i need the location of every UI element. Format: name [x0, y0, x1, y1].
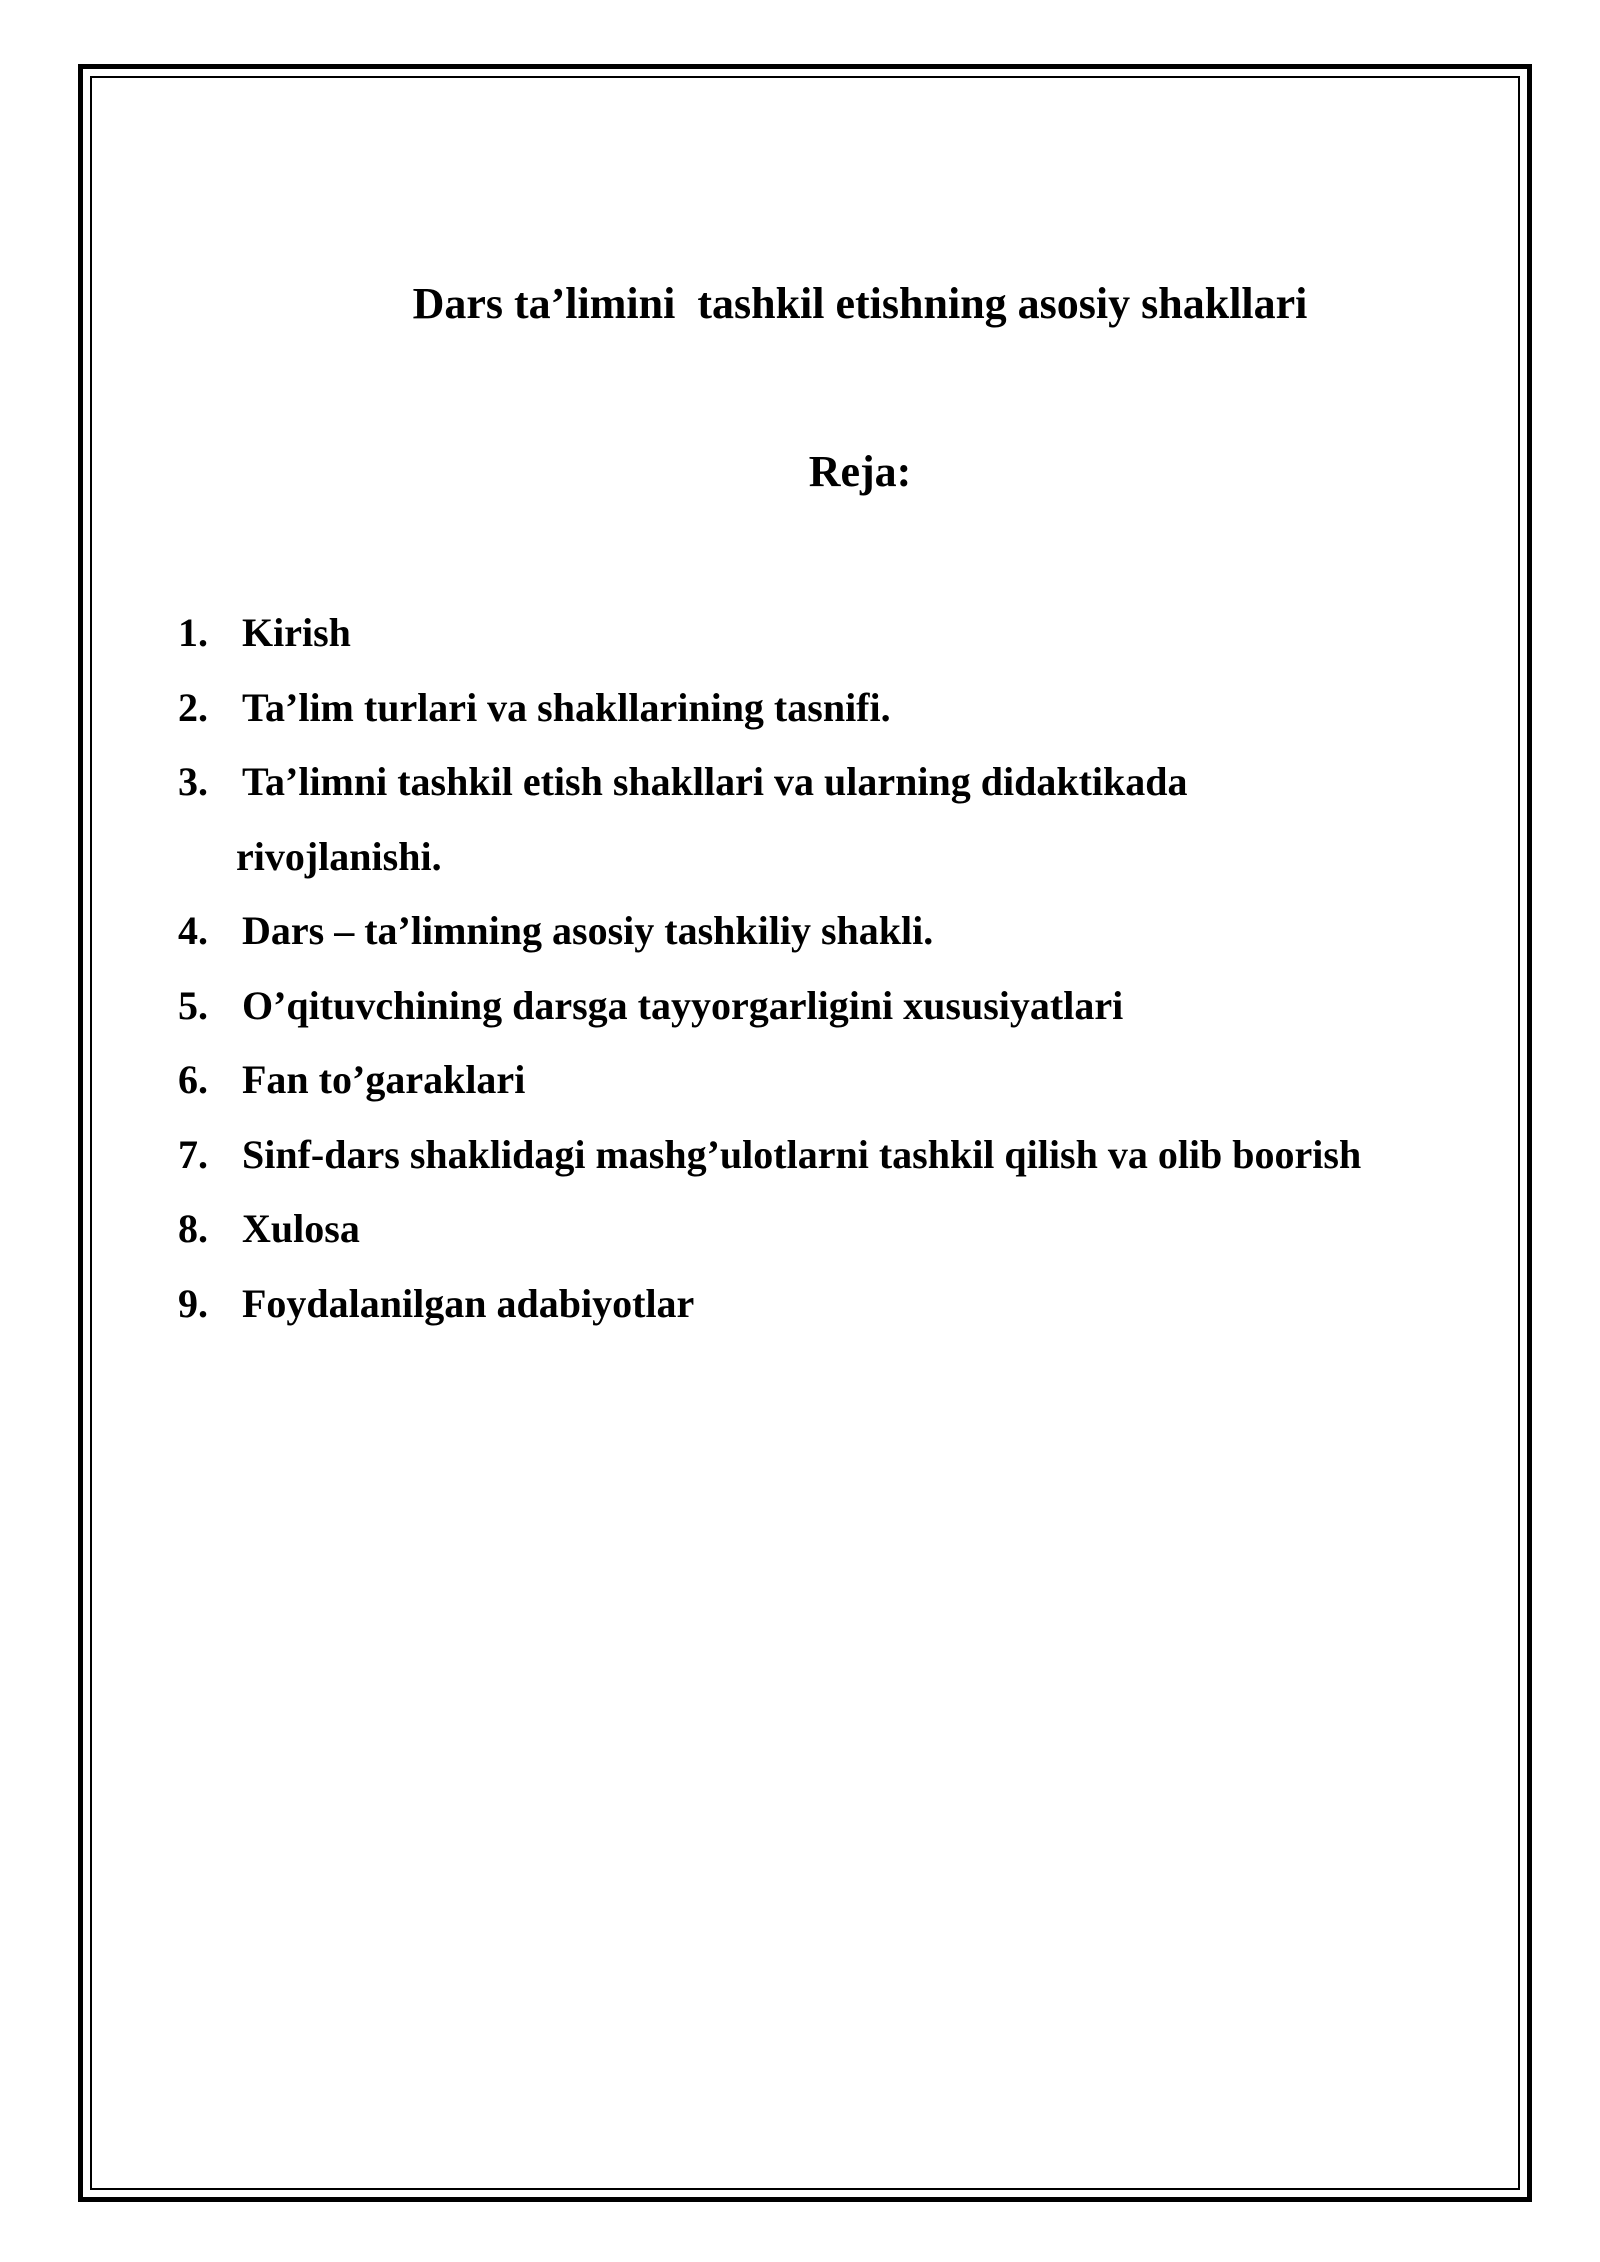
plan-item-number: 1. — [178, 610, 208, 655]
plan-item-8 — [178, 1192, 1498, 1267]
plan-item-text: Dars – ta’limning asosiy tashkiliy shakli. — [242, 908, 934, 953]
plan-item-text: Sinf-dars shaklidagi mashg’ulotlarni tashkil qilish va olib boorish — [242, 1131, 1362, 1177]
plan-item-9 — [178, 1267, 1498, 1342]
plan-item-text: Fan to’garaklari — [242, 1057, 526, 1102]
plan-item-text: Ta’lim turlari va shakllarining tasnifi. — [242, 684, 891, 730]
plan-item-number: 8. — [178, 1206, 208, 1251]
plan-item-1 — [178, 596, 1498, 671]
plan-item-3 — [178, 745, 1498, 894]
plan-item-4 — [178, 894, 1498, 969]
plan-item-number: 4. — [178, 908, 208, 953]
document-title: Dars ta’limini tashkil etishning asosiy shakllari — [412, 279, 1308, 328]
plan-item-number: 7. — [178, 1131, 208, 1177]
plan-item-6 — [178, 1043, 1498, 1118]
plan-item-5 — [178, 969, 1498, 1044]
plan-item-number: 2. — [178, 684, 208, 730]
plan-item-text: Xulosa — [242, 1206, 360, 1251]
plan-heading: Reja: — [808, 447, 912, 496]
plan-item-text: Kirish — [242, 610, 351, 655]
plan-item-number: 6. — [178, 1057, 208, 1102]
plan-item-text: Foydalanilgan adabiyotlar — [242, 1280, 695, 1326]
plan-item-7 — [178, 1118, 1498, 1193]
plan-item-text: O’qituvchining darsga tayyorgarligini xususiyatlari — [242, 982, 1124, 1028]
plan-item-continuation: rivojlanishi. — [236, 833, 442, 879]
plan-item-number: 5. — [178, 982, 208, 1028]
plan-item-number: 3. — [178, 759, 208, 804]
plan-item-text-block — [236, 745, 1188, 894]
plan-item-number: 9. — [178, 1280, 208, 1326]
plan-item-2 — [178, 671, 1498, 746]
plan-list — [178, 596, 1498, 1341]
plan-item-text: Ta’limni tashkil etish shakllari va ularning didaktikada — [242, 759, 1188, 804]
